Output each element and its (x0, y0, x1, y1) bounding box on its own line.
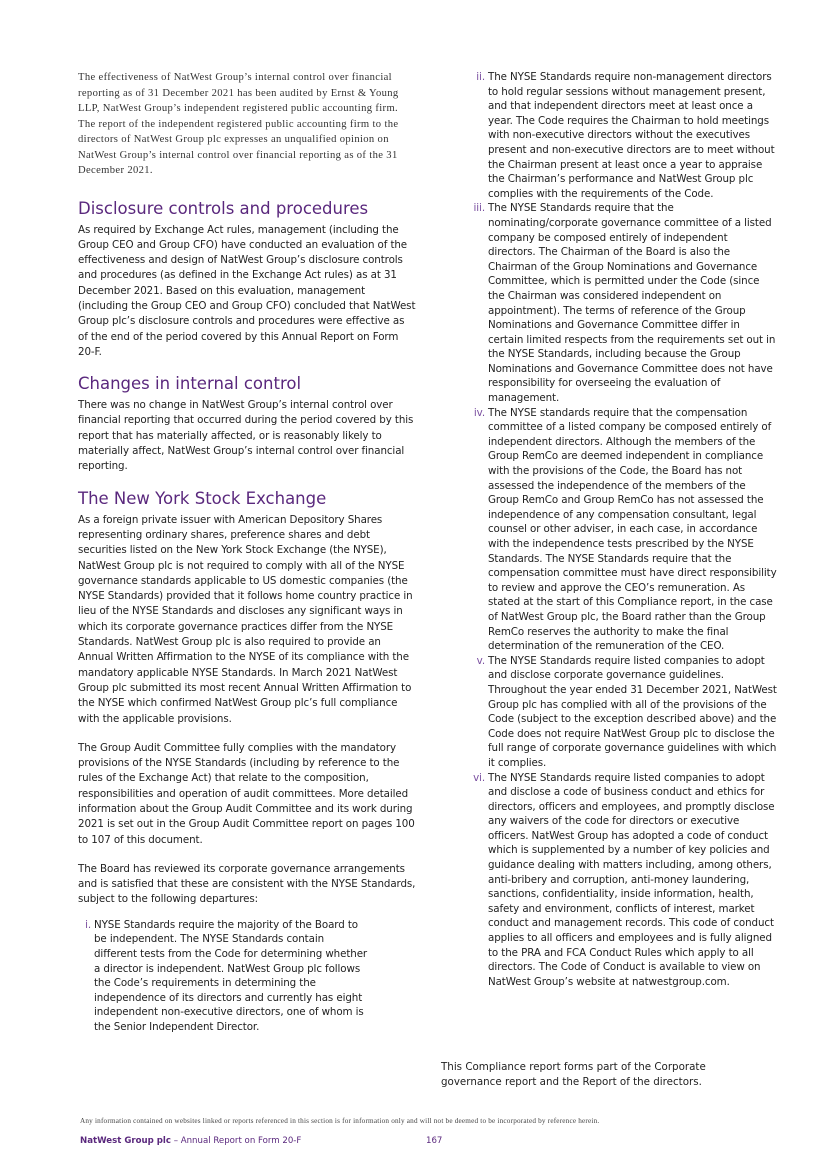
departure-numeral: iv. (473, 406, 485, 419)
departure-numeral: vi. (473, 771, 485, 784)
departure-text: The NYSE Standards require listed companies to adopt and disclose a code of business conduct and ethics for directors, officers and employees, and promptly disclose any waivers of the code for directors or executive officers. NatWest Group has adopted a code of conduct which is supplemented by a number of key policies and guidance dealing with matters including, among others, anti-bribery and corruption, anti-money laundering, sanctions, confidentiality, inside information, health, safety and environment, conflicts of interest, market conduct and management records. This code of conduct applies to all officers and employees and is fully aligned to the PRA and FCA Conduct Rules which apply to all directors. The Code of Conduct is available to view on NatWest Group’s website at natwestgroup.com. (488, 771, 775, 988)
departure-item (472, 771, 778, 990)
departure-numeral: iii. (473, 202, 485, 215)
page-number: 167 (426, 1136, 443, 1146)
departure-text: The NYSE Standards require non-management directors to hold regular sessions without management present, and that independent directors meet at least once a year. The Code requires the Chairman to hold meetings with non-executive directors without the executives present and non-executive directors are to meet without the Chairman present at least once a year to appraise the Chairman’s performance and NatWest Group plc complies with the requirements of the Code. (488, 71, 775, 200)
departure-numeral: v. (476, 654, 485, 667)
departures-list-right (472, 70, 778, 989)
page-footer (80, 1136, 780, 1146)
changes-paragraph: There was no change in NatWest Group’s internal control over financial reporting that occurred during the period covered by this report that has materially affected, or is reasonably likely to materially affect, NatWest Group’s internal control over financial reporting. (78, 399, 414, 473)
nyse-paragraph-3: The Board has reviewed its corporate governance arrangements and is satisfied that these are consistent with the NYSE Standards, subject to the following departures: (78, 862, 416, 906)
footer-separator: – (170, 1136, 181, 1146)
disclosure-paragraph: As required by Exchange Act rules, management (including the Group CEO and Group CFO) have conducted an evaluation of the effectiveness and design of NatWest Group’s disclosure controls and procedures (as defined in the Exchange Act rules) as at 31 December 2021. Based on this evaluation, management (including the Group CEO and Group CFO) concluded that NatWest Group plc’s disclosure controls and procedures were effective as of the end of the period covered by this Annual Report on Form 20-F. (78, 223, 416, 358)
nyse-paragraph-1: As a foreign private issuer with American Depository Shares representing ordinary shares, preference shares and debt securities listed on the New York Stock Exchange (the NYSE), NatWest Group plc is not required to comply with all of the NYSE governance standards applicable to US domestic companies (the NYSE Standards) provided that it follows home country practice in lieu of the NYSE Standards and discloses any significant ways in which its corporate governance practices differ from the NYSE Standards. NatWest Group plc is also required to provide an Annual Written Affirmation to the NYSE of its compliance with the mandatory applicable NYSE Standards. In March 2021 NatWest Group plc submitted its most recent Annual Written Affirmation to the NYSE which confirmed NatWest Group plc’s full compliance with the applicable provisions. (78, 513, 413, 725)
departure-text: The NYSE Standards require listed companies to adopt and disclose corporate governance guidelines. Throughout the year ended 31 December 2021, NatWest Group plc has complied with all of the provisions of the Code (subject to the exception described above) and the Code does not require NatWest Group plc to disclose the full range of corporate governance guidelines with which it complies. (488, 654, 777, 769)
left-column (78, 70, 416, 1035)
audit-intro-paragraph: The effectiveness of NatWest Group’s internal control over financial reporting as of 31 December 2021 has been audited by Ernst & Young LLP, NatWest Group’s independent registered public accounting firm. The report of the independent registered public accounting firm to the directors of NatWest Group plc expresses an unqualified opinion on NatWest Group’s internal control over financial reporting as of the 31 December 2021. (78, 72, 399, 176)
website-disclaimer-footnote: Any information contained on websites linked or reports referenced in this section is for information only and will not be deemed to be incorporated by reference herein. (80, 1117, 600, 1125)
departure-item (78, 918, 368, 1035)
nyse-paragraph-2: The Group Audit Committee fully complies with the mandatory provisions of the NYSE Standards (including by reference to the rules of the Exchange Act) that relate to the composition, responsibilities and operation of audit committees. More detailed information about the Group Audit Committee and its work during 2021 is set out in the Group Audit Committee report on pages 100 to 107 of this document. (78, 741, 415, 846)
departure-text: The NYSE Standards require that the nominating/corporate governance committee of a listed company be composed entirely of independent directors. The Chairman of the Board is also the Chairman of the Group Nominations and Governance Committee, which is permitted under the Code (since the Chairman was considered independent on appointment). The terms of reference of the Group Nominations and Governance Committee differ in certain limited respects from the requirements set out in the NYSE Standards, including because the Group Nominations and Governance Committee does not have responsibility for overseeing the evaluation of management. (488, 202, 776, 405)
footer-brand: NatWest Group plc (80, 1136, 171, 1146)
nyse-heading: The New York Stock Exchange (78, 488, 327, 508)
departure-item (472, 70, 778, 201)
right-column (472, 70, 778, 989)
departure-item (472, 406, 778, 654)
departure-text: The NYSE standards require that the compensation committee of a listed company be composed entirely of independent directors. Although the members of the Group RemCo are deemed independent in compliance with the provisions of the Code, the Board has not assessed the independence of the members of the Group RemCo and Group RemCo has not assessed the independence of any compensation consultant, legal counsel or other adviser, in each case, in accordance with the independence tests prescribed by the NYSE Standards. The NYSE Standards require that the compensation committee must have direct responsibility to review and approve the CEO’s remuneration. As stated at the start of this Compliance report, in the case of NatWest Group plc, the Board rather than the Group RemCo reserves the authority to make the final determination of the remuneration of the CEO. (488, 406, 777, 653)
disclosure-heading: Disclosure controls and procedures (78, 198, 369, 218)
departure-numeral: ii. (476, 71, 485, 83)
changes-heading: Changes in internal control (78, 374, 302, 394)
departure-numeral: i. (85, 918, 91, 931)
departure-text: NYSE Standards require the majority of the Board to be independent. The NYSE Standards contain different tests from the Code for determining whether a director is independent. NatWest Group plc follows the Code’s requirements in determining the independence of its directors and currently has eight independent non-executive directors, one of whom is the Senior Independent Director. (94, 918, 368, 1033)
footer-document-title: Annual Report on Form 20-F (180, 1136, 302, 1146)
departure-item (472, 654, 778, 771)
closing-paragraph: This Compliance report forms part of the Corporate governance report and the Report of the directors. (441, 1061, 706, 1089)
departures-list-left (78, 918, 368, 1035)
departure-item (472, 201, 778, 405)
